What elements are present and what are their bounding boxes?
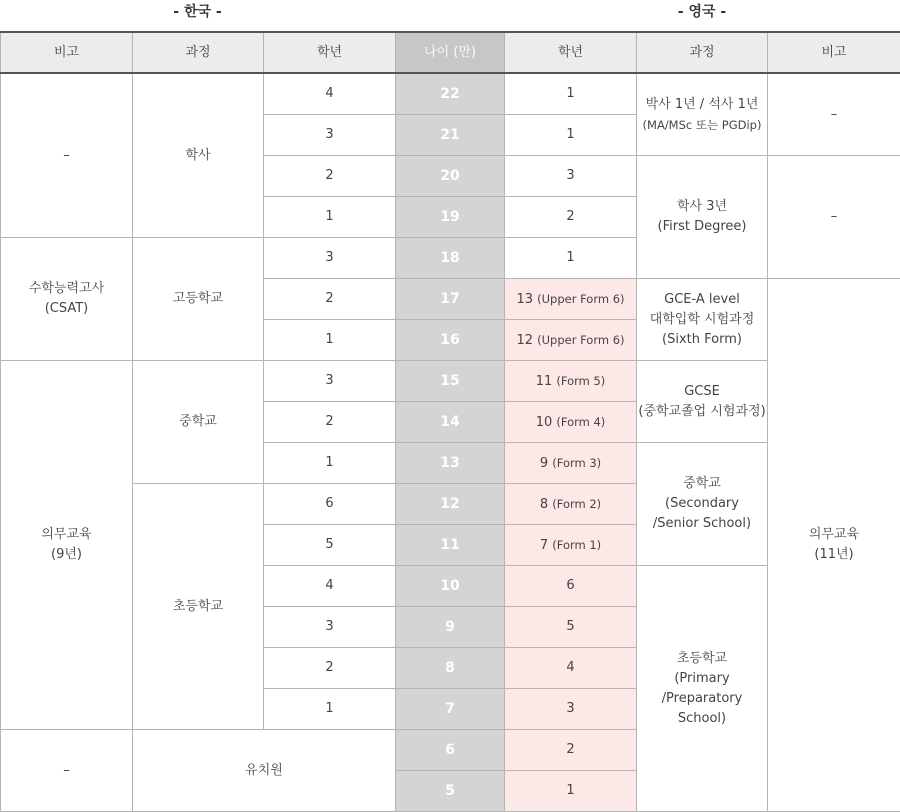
uk-grade-main: 1: [566, 127, 574, 142]
age-cell: 20: [396, 156, 505, 197]
kr-grade: 1: [264, 689, 396, 730]
uk-course-postgrad-line1: 박사 1년 / 석사 1년: [637, 95, 767, 115]
uk-course-primary-line3: /Preparatory: [637, 689, 767, 709]
uk-grade-main: 13: [516, 292, 533, 307]
uk-course-alevel-line3: (Sixth Form): [637, 330, 767, 350]
uk-grade: [505, 197, 637, 238]
kr-grade: 3: [264, 238, 396, 279]
kr-grade: 4: [264, 73, 396, 115]
uk-grade-main: 8: [540, 497, 548, 512]
uk-course-gcse-line2: (중학교졸업 시험과정): [637, 402, 767, 422]
age-cell: 15: [396, 361, 505, 402]
uk-course-postgrad-line2: (MA/MSc 또는 PGDip): [637, 115, 767, 135]
uk-grade-form: (Form 1): [552, 538, 601, 552]
uk-course-secondary-line2: (Secondary: [637, 494, 767, 514]
uk-grade: [505, 566, 637, 607]
uk-course-postgrad: [637, 73, 768, 156]
age-cell: 8: [396, 648, 505, 689]
kr-remark-university: –: [1, 73, 133, 238]
uk-grade: [505, 238, 637, 279]
table-row: [1, 73, 900, 115]
uk-course-degree-line1: 학사 3년: [637, 197, 767, 217]
age-cell: 12: [396, 484, 505, 525]
age-cell: 11: [396, 525, 505, 566]
uk-grade-form: (Upper Form 6): [537, 333, 624, 347]
uk-grade-main: 6: [566, 578, 574, 593]
kr-grade: 1: [264, 443, 396, 484]
age-cell: 19: [396, 197, 505, 238]
uk-course-primary-line4: School): [637, 709, 767, 729]
uk-caption: - 영국 -: [504, 0, 900, 26]
kr-remark-kindergarten: –: [1, 730, 133, 812]
uk-grade-form: (Form 5): [556, 374, 605, 388]
uk-grade: [505, 771, 637, 812]
kr-grade: 4: [264, 566, 396, 607]
uk-course-alevel-line2: 대학입학 시험과정: [637, 310, 767, 330]
age-cell: 16: [396, 320, 505, 361]
uk-remark-compulsory: [768, 279, 900, 812]
kr-grade: 2: [264, 156, 396, 197]
uk-grade-form: (Upper Form 6): [537, 292, 624, 306]
uk-grade-main: 11: [536, 374, 553, 389]
uk-course-primary: [637, 566, 768, 812]
kr-remark-csat-line2: (CSAT): [1, 299, 132, 319]
kr-course-kindergarten: 유치원: [133, 730, 396, 812]
kr-remark-compulsory: [1, 361, 133, 730]
kr-grade: 5: [264, 525, 396, 566]
uk-grade-main: 10: [536, 415, 553, 430]
uk-course-secondary-line1: 중학교: [637, 474, 767, 494]
uk-grade-main: 3: [566, 168, 574, 183]
age-cell: 22: [396, 73, 505, 115]
uk-grade-main: 7: [540, 538, 548, 553]
kr-course-elementary: 초등학교: [133, 484, 264, 730]
uk-remark-header: 비고: [768, 32, 900, 73]
uk-grade-main: 1: [566, 783, 574, 798]
uk-grade: [505, 484, 637, 525]
kr-course-university: 학사: [133, 73, 264, 238]
uk-grade-main: 12: [516, 333, 533, 348]
uk-course-degree-line2: (First Degree): [637, 217, 767, 237]
age-cell: 10: [396, 566, 505, 607]
uk-grade: [505, 607, 637, 648]
uk-grade-main: 1: [566, 250, 574, 265]
uk-grade: [505, 402, 637, 443]
korea-caption: - 한국 -: [0, 0, 395, 26]
uk-course-secondary-line3: /Senior School): [637, 514, 767, 534]
kr-grade: 1: [264, 197, 396, 238]
age-header: 나이 (만): [396, 32, 505, 73]
kr-course-middle: 중학교: [133, 361, 264, 484]
uk-grade: [505, 689, 637, 730]
uk-grade: [505, 73, 637, 115]
uk-course-alevel-line1: GCE-A level: [637, 290, 767, 310]
uk-grade: [505, 156, 637, 197]
kr-course-high: 고등학교: [133, 238, 264, 361]
uk-grade-main: 4: [566, 660, 574, 675]
uk-grade-form: (Form 3): [552, 456, 601, 470]
uk-grade-main: 9: [540, 456, 548, 471]
uk-grade: [505, 320, 637, 361]
uk-grade-main: 5: [566, 619, 574, 634]
kr-grade: 6: [264, 484, 396, 525]
age-cell: 7: [396, 689, 505, 730]
uk-remark-compulsory-line2: (11년): [768, 545, 900, 565]
uk-course-header: 과정: [637, 32, 768, 73]
kr-grade: 3: [264, 115, 396, 156]
uk-course-degree: [637, 156, 768, 279]
kr-grade: 2: [264, 402, 396, 443]
age-cell: 13: [396, 443, 505, 484]
kr-remark-csat: [1, 238, 133, 361]
age-cell: 9: [396, 607, 505, 648]
uk-grade-main: 2: [566, 209, 574, 224]
uk-grade: [505, 648, 637, 689]
kr-remark-header: 비고: [1, 32, 133, 73]
uk-remark-postgrad: –: [768, 73, 900, 156]
uk-remark-compulsory-line1: 의무교육: [768, 525, 900, 545]
uk-course-primary-line1: 초등학교: [637, 649, 767, 669]
uk-grade-main: 3: [566, 701, 574, 716]
uk-grade: [505, 443, 637, 484]
kr-remark-compulsory-line2: (9년): [1, 545, 132, 565]
age-cell: 14: [396, 402, 505, 443]
uk-grade-main: 2: [566, 742, 574, 757]
uk-grade: [505, 279, 637, 320]
kr-grade-header: 학년: [264, 32, 396, 73]
header-row: [1, 32, 900, 73]
uk-grade: [505, 730, 637, 771]
uk-course-gcse-line1: GCSE: [637, 382, 767, 402]
kr-grade: 3: [264, 361, 396, 402]
age-cell: 18: [396, 238, 505, 279]
uk-grade-form: (Form 2): [552, 497, 601, 511]
kr-grade: 1: [264, 320, 396, 361]
uk-remark-degree: –: [768, 156, 900, 279]
kr-grade: 3: [264, 607, 396, 648]
uk-course-alevel: [637, 279, 768, 361]
kr-grade: 2: [264, 648, 396, 689]
education-comparison-table: [0, 31, 900, 812]
kr-remark-compulsory-line1: 의무교육: [1, 525, 132, 545]
kr-remark-csat-line1: 수학능력고사: [1, 279, 132, 299]
uk-grade: [505, 361, 637, 402]
age-cell: 21: [396, 115, 505, 156]
age-cell: 17: [396, 279, 505, 320]
kr-course-header: 과정: [133, 32, 264, 73]
uk-grade-form: (Form 4): [556, 415, 605, 429]
age-cell: 6: [396, 730, 505, 771]
uk-grade: [505, 525, 637, 566]
uk-course-secondary: [637, 443, 768, 566]
uk-grade-main: 1: [566, 86, 574, 101]
kr-grade: 2: [264, 279, 396, 320]
uk-course-primary-line2: (Primary: [637, 669, 767, 689]
table-row: [1, 361, 900, 402]
uk-grade: [505, 115, 637, 156]
uk-grade-header: 학년: [505, 32, 637, 73]
uk-course-gcse: [637, 361, 768, 443]
age-cell: 5: [396, 771, 505, 812]
